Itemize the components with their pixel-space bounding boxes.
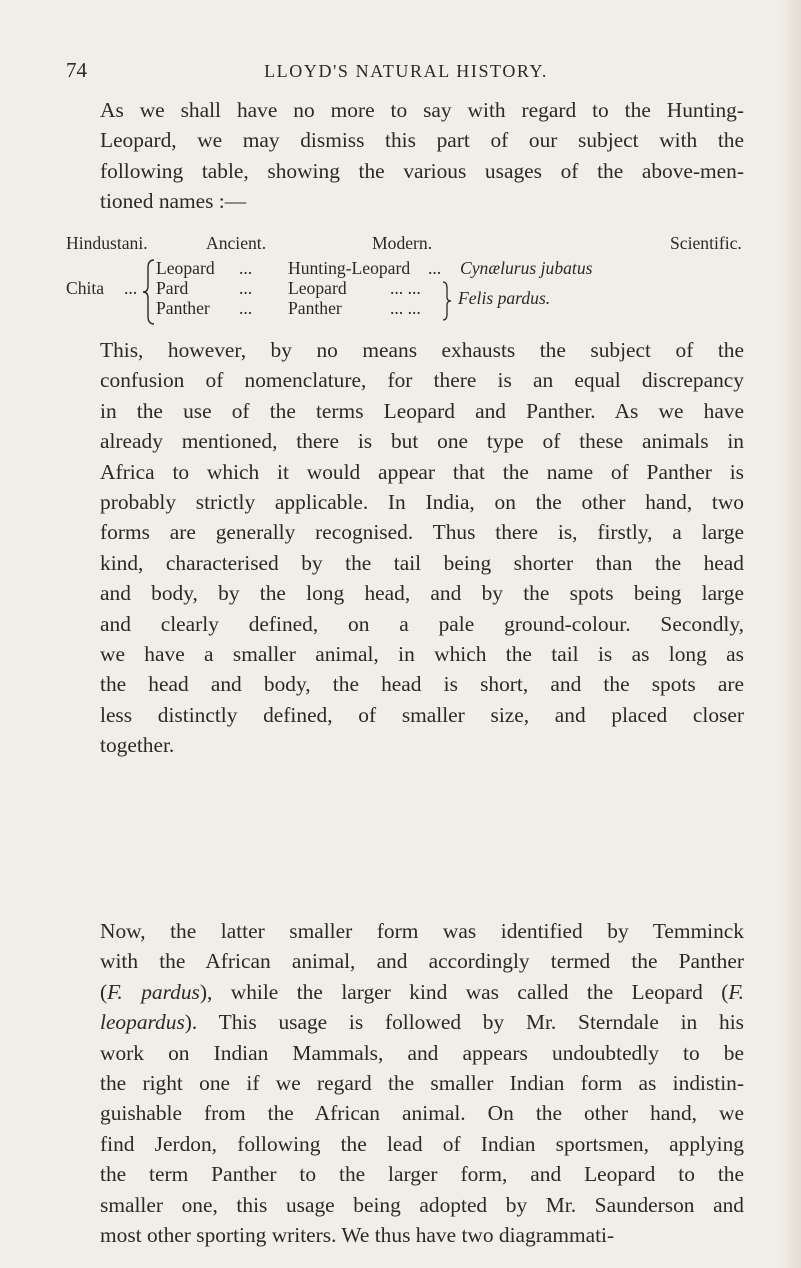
text-line: and body, by the long head, and by the spots being large	[100, 581, 744, 606]
text-line: This, however, by no means exhausts the subject of the	[100, 338, 744, 362]
modern-cell: Leopard	[288, 278, 347, 298]
text-line: Now, the latter smaller form was identified by Temminck	[100, 919, 744, 943]
dots-cell: ...	[428, 258, 442, 278]
scientific-name: F. pardus	[107, 979, 200, 1004]
text-line: As we shall have no more to say with regard to the Hunting-	[100, 98, 744, 122]
text-line: less distinctly defined, of smaller size, and placed closer	[100, 702, 744, 727]
modern-cell: Hunting-Leopard	[288, 258, 411, 278]
hindustani-dots: ...	[124, 278, 138, 298]
header-ancient: Ancient.	[206, 233, 267, 253]
ancient-cell: Pard	[156, 278, 189, 298]
text-line: Africa to which it would appear that the name of Panther is	[100, 459, 744, 484]
right-brace-icon	[442, 281, 452, 321]
text-line: Leopard, we may dismiss this part of our subject with the	[100, 128, 744, 153]
ancient-cell: Leopard	[156, 258, 215, 278]
text-line: with the African animal, and accordingly termed the Panther	[100, 949, 744, 974]
body-paragraph-2	[66, 916, 744, 1250]
nomenclature-table	[66, 233, 746, 333]
scientific-name: leopardus	[100, 1010, 185, 1035]
text-line: kind, characterised by the tail being shorter than the head	[100, 550, 744, 575]
ancient-cell: Panther	[156, 298, 210, 318]
header-hindustani: Hindustani.	[66, 233, 148, 253]
text-fragment: ). This usage is followed by Mr. Sterndale in his	[184, 1010, 744, 1035]
text-line: and clearly defined, on a pale ground-colour. Secondly,	[100, 611, 744, 636]
text-line: confusion of nomenclature, for there is an equal discrepancy	[100, 368, 744, 393]
text-line: most other sporting writers. We thus have two diagrammati-	[100, 1223, 615, 1248]
dots-cell: ...	[239, 278, 253, 298]
text-line: tioned names :—	[100, 189, 247, 214]
body-paragraph-1	[66, 335, 744, 761]
text-line: smaller one, this usage being adopted by Mr. Saunderson and	[100, 1192, 744, 1217]
page-number: 74	[66, 58, 87, 82]
modern-cell: Panther	[288, 298, 342, 318]
text-line: the head and body, the head is short, and the spots are	[100, 672, 744, 697]
text-line: we have a smaller animal, in which the tail is as long as	[100, 642, 744, 667]
dots-cell: ... ...	[390, 298, 421, 318]
intro-paragraph	[66, 95, 744, 217]
text-fragment: ), while the larger kind was called the Leopard (	[199, 979, 729, 1004]
text-line: the right one if we regard the smaller Indian form as indistin-	[100, 1071, 744, 1096]
header-modern: Modern.	[372, 233, 433, 253]
hindustani-name: Chita	[66, 278, 105, 298]
running-title: LLOYD'S NATURAL HISTORY.	[264, 61, 548, 81]
dots-cell: ... ...	[390, 278, 421, 298]
header-scientific: Scientific.	[670, 233, 742, 253]
left-brace-icon	[142, 258, 156, 326]
text-line: following table, showing the various usages of the above-men-	[100, 158, 744, 183]
text-line: in the use of the terms Leopard and Panther. As we have	[100, 398, 744, 423]
text-line: together.	[100, 733, 175, 758]
text-line: the term Panther to the larger form, and Leopard to the	[100, 1162, 744, 1187]
page-edge-shadow	[779, 0, 801, 1268]
text-line	[66, 977, 744, 1007]
dots-cell: ...	[239, 258, 253, 278]
text-line: forms are generally recognised. Thus there is, firstly, a large	[100, 520, 744, 545]
text-line: probably strictly applicable. In India, on the other hand, two	[100, 490, 744, 515]
dots-cell: ...	[239, 298, 253, 318]
grouped-scientific-name: Felis pardus.	[458, 288, 551, 308]
text-line	[66, 1007, 744, 1037]
text-line: already mentioned, there is but one type of these animals in	[100, 429, 744, 454]
text-line: guishable from the African animal. On the other hand, we	[100, 1101, 744, 1126]
page-header	[66, 58, 746, 88]
scientific-cell: Cynælurus jubatus	[460, 258, 593, 278]
text-line: find Jerdon, following the lead of Indian sportsmen, applying	[100, 1131, 744, 1156]
scientific-name: F.	[728, 979, 744, 1004]
text-fragment: (	[100, 979, 108, 1004]
text-line: work on Indian Mammals, and appears undoubtedly to be	[100, 1040, 744, 1065]
